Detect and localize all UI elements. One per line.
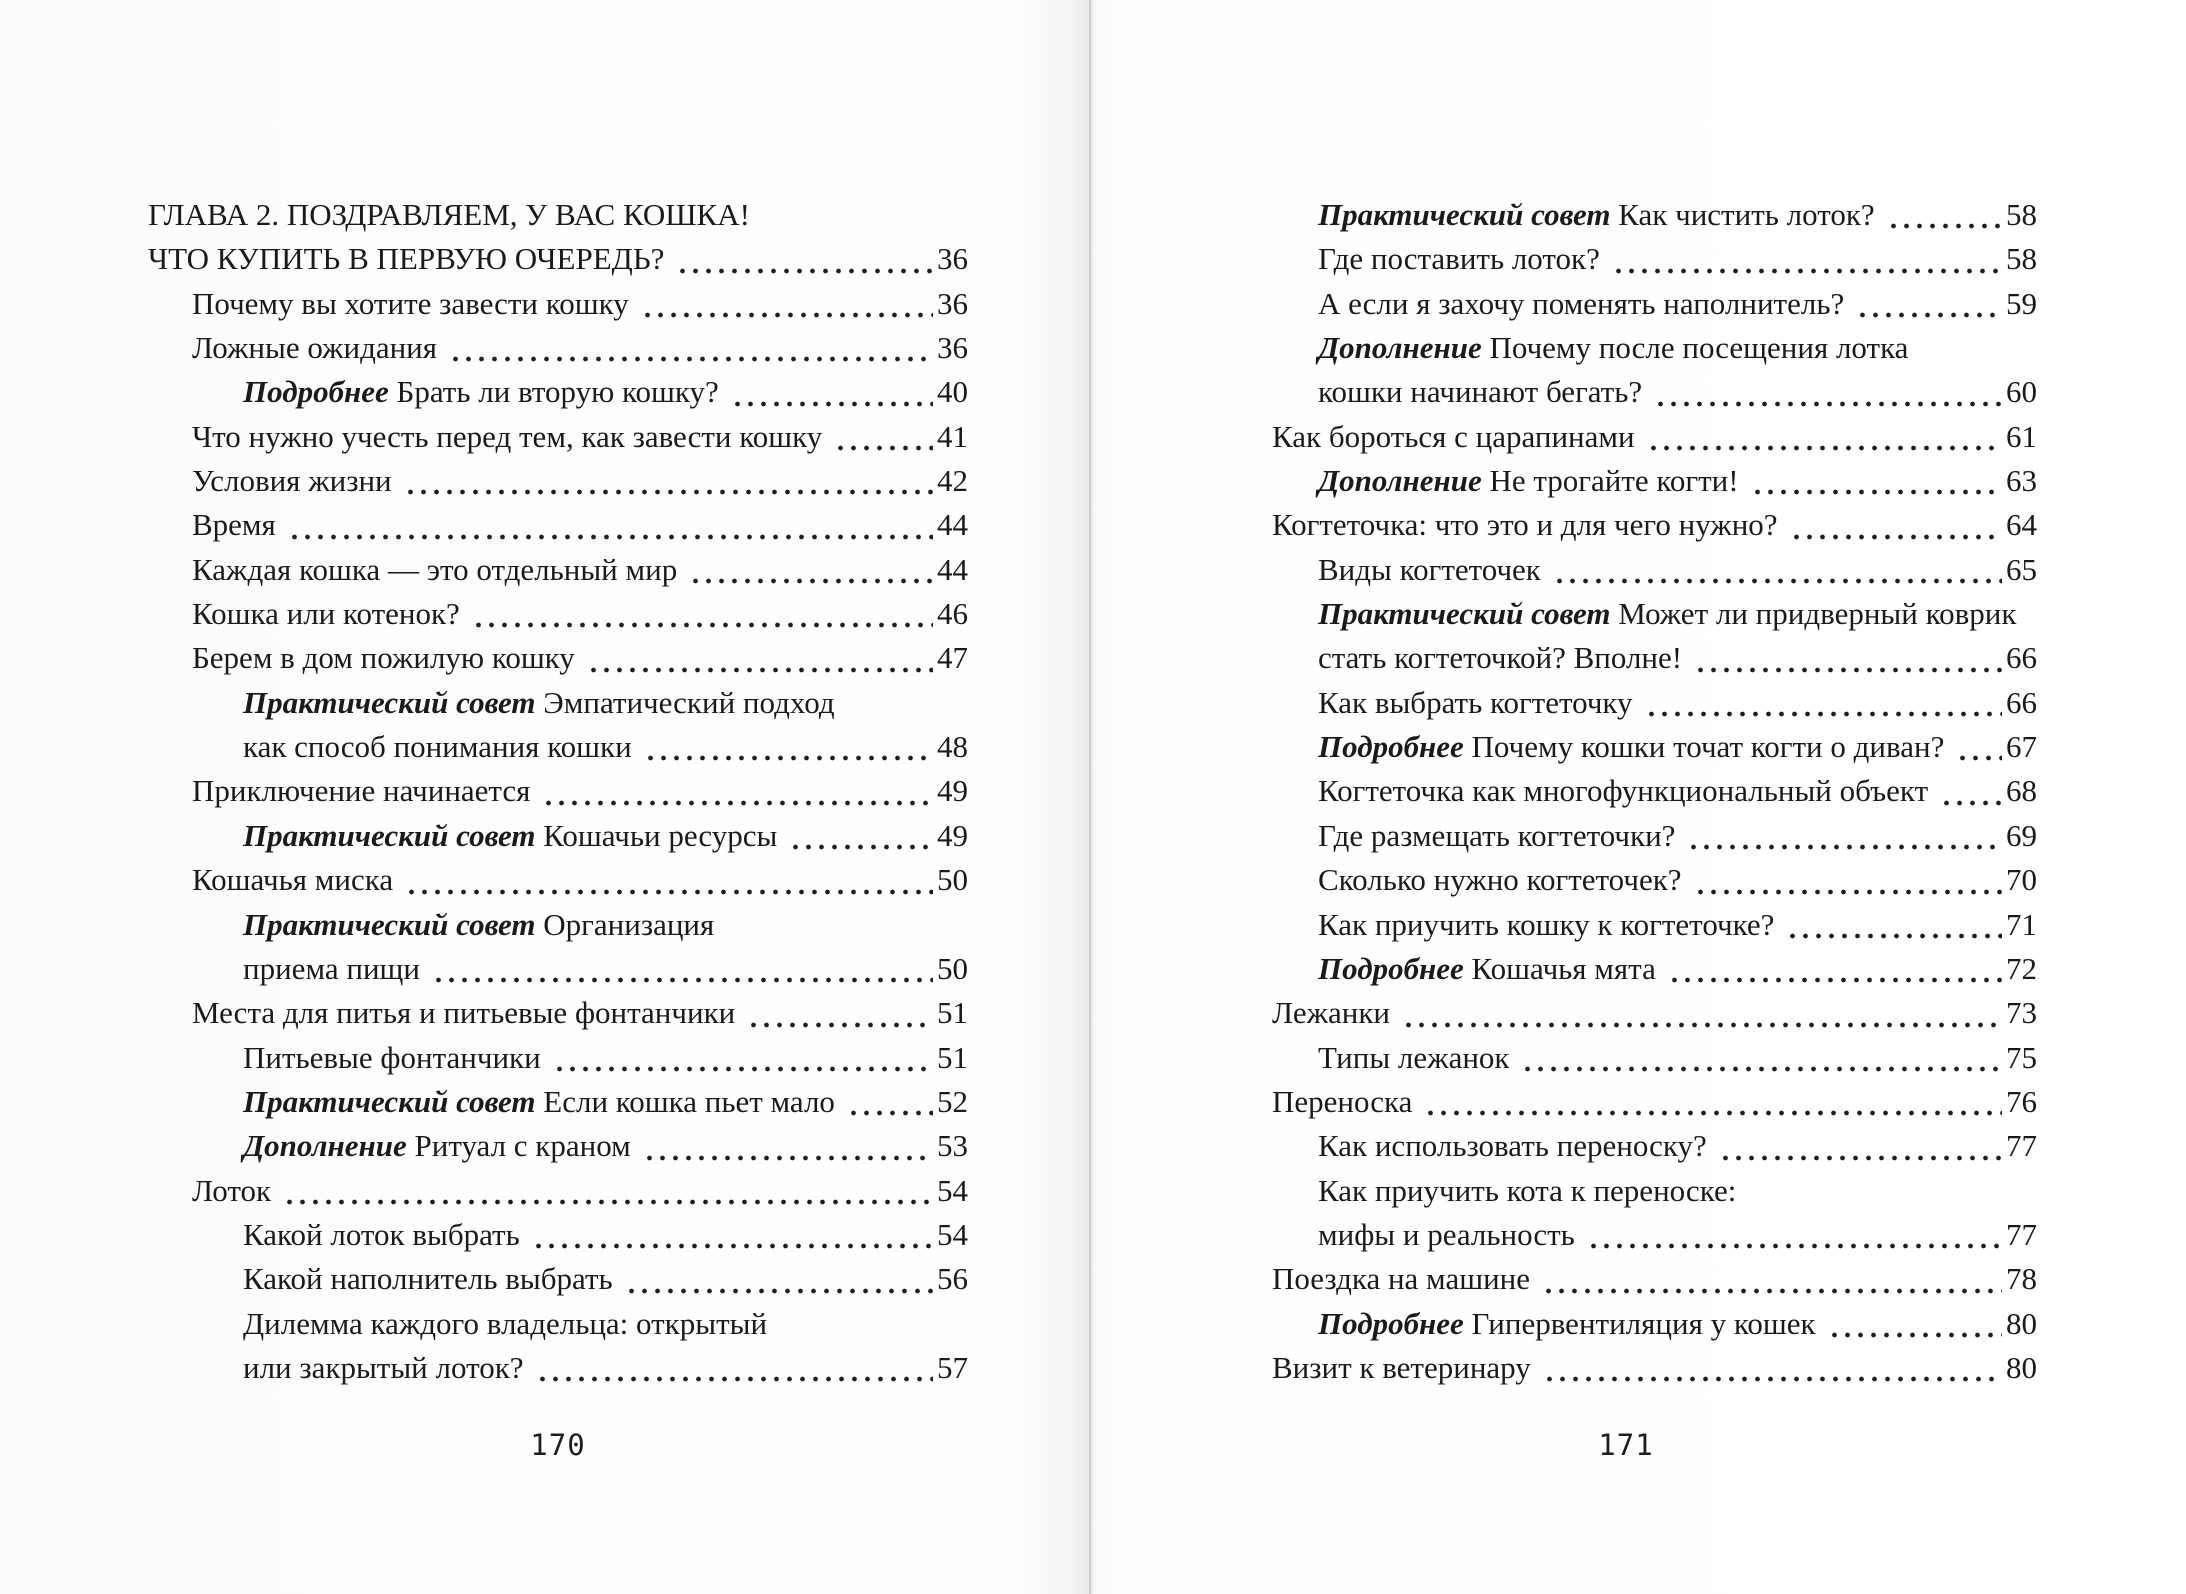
toc-entry-lead: Дополнение xyxy=(243,1128,407,1164)
toc-entry-page: 69 xyxy=(2006,817,2037,853)
toc-entry-title: ЧТО КУПИТЬ В ПЕРВУЮ ОЧЕРЕДЬ? xyxy=(148,241,665,277)
dot-leader xyxy=(1641,681,2002,725)
toc-entry xyxy=(148,370,968,414)
toc-entry-title: Практический совет Кошачьи ресурсы xyxy=(243,817,778,853)
toc-entry-page: 42 xyxy=(937,463,968,499)
toc-entry-page: 41 xyxy=(937,418,968,454)
toc-entry xyxy=(1272,1257,2037,1301)
dot-leader xyxy=(1608,237,2002,281)
toc-entry-page: 72 xyxy=(2006,950,2037,986)
dot-leader xyxy=(401,858,933,902)
dot-leader xyxy=(1883,193,2002,237)
toc-entry-title: Кошачья миска xyxy=(192,862,394,898)
toc-entry xyxy=(148,415,968,459)
toc-entry-lead: Подробнее xyxy=(1318,1305,1464,1341)
toc-entry xyxy=(148,1346,968,1390)
toc-entry-title: Ложные ожидания xyxy=(192,330,438,366)
toc-entry-lead: Подробнее xyxy=(1318,729,1464,765)
toc-entry-page: 50 xyxy=(937,862,968,898)
toc-entry-title: Как использовать переноску? xyxy=(1318,1128,1707,1164)
toc-entry-page: 71 xyxy=(2006,906,2037,942)
toc-entry-page: 77 xyxy=(2006,1128,2037,1164)
toc-entry xyxy=(1272,903,2037,947)
toc-entry-title: Места для питья и питьевые фонтанчики xyxy=(192,995,736,1031)
toc-right-page xyxy=(1272,193,2037,1390)
toc-entry-page: 36 xyxy=(937,330,968,366)
toc-entry-page: 63 xyxy=(2006,463,2037,499)
toc-entry-page: 49 xyxy=(937,773,968,809)
dot-leader xyxy=(1517,1036,2002,1080)
toc-entry-title: Почему вы хотите завести кошку xyxy=(192,285,629,321)
toc-left-page xyxy=(148,193,968,1390)
toc-entry-title: Каждая кошка — это отдельный мир xyxy=(192,551,678,587)
toc-entry-page: 77 xyxy=(2006,1216,2037,1252)
toc-entry-page: 52 xyxy=(937,1083,968,1119)
toc-entry-title: Когтеточка как многофункциональный объект xyxy=(1318,773,1929,809)
toc-entry xyxy=(148,1302,968,1346)
toc-entry-page: 75 xyxy=(2006,1039,2037,1075)
dot-leader xyxy=(1398,991,2002,1035)
dot-leader xyxy=(640,725,933,769)
toc-entry-page: 66 xyxy=(2006,684,2037,720)
dot-leader xyxy=(785,814,933,858)
toc-entry-title: Подробнее Кошачья мята xyxy=(1318,950,1656,986)
toc-entry-lead: Практический совет xyxy=(243,684,536,720)
toc-entry-page: 76 xyxy=(2006,1083,2037,1119)
toc-entry xyxy=(148,459,968,503)
dot-leader xyxy=(445,326,933,370)
toc-entry-lead: Практический совет xyxy=(243,1083,536,1119)
toc-entry-title: Дополнение Почему после посещения лотка xyxy=(1318,330,1909,366)
toc-entry-page: 36 xyxy=(937,285,968,321)
dot-leader xyxy=(279,1169,933,1213)
dot-leader xyxy=(1952,725,2002,769)
toc-entry xyxy=(1272,193,2037,237)
toc-entry-title: Как бороться с царапинами xyxy=(1272,418,1635,454)
toc-entry-page: 44 xyxy=(937,507,968,543)
toc-entry xyxy=(148,903,968,947)
toc-entry-title: Визит к ветеринару xyxy=(1272,1349,1531,1385)
toc-entry-title: Условия жизни xyxy=(192,463,392,499)
toc-entry xyxy=(1272,459,2037,503)
dot-leader xyxy=(428,947,933,991)
toc-entry-page: 48 xyxy=(937,729,968,765)
toc-entry-title: Лежанки xyxy=(1272,995,1390,1031)
toc-entry xyxy=(148,769,968,813)
toc-entry-page: 80 xyxy=(2006,1349,2037,1385)
toc-entry-title: Лоток xyxy=(192,1172,272,1208)
toc-entry-lead: Практический совет xyxy=(243,817,536,853)
toc-entry-page: 59 xyxy=(2006,285,2037,321)
dot-leader xyxy=(400,459,933,503)
dot-leader xyxy=(532,1346,933,1390)
toc-entry-page: 60 xyxy=(2006,374,2037,410)
toc-entry-page: 56 xyxy=(937,1261,968,1297)
toc-entry xyxy=(1272,415,2037,459)
dot-leader xyxy=(538,769,933,813)
toc-entry-title: Практический совет Организация xyxy=(243,906,715,942)
toc-entry xyxy=(1272,326,2037,370)
page-gutter-shadow xyxy=(1010,0,1120,1594)
toc-entry-lead: Практический совет xyxy=(1318,197,1611,232)
toc-entry-title: Практический совет Как чистить лоток? xyxy=(1318,197,1875,232)
toc-entry-page: 64 xyxy=(2006,507,2037,543)
toc-entry xyxy=(1272,548,2037,592)
toc-entry-title: Дополнение Ритуал с краном xyxy=(243,1128,631,1164)
toc-entry-title: Как приучить кота к переноске: xyxy=(1318,1172,1737,1208)
dot-leader xyxy=(1643,415,2002,459)
toc-entry-title: Переноска xyxy=(1272,1083,1413,1119)
dot-leader xyxy=(637,282,933,326)
toc-entry-title: Кошка или котенок? xyxy=(192,596,460,632)
toc-entry-title: Виды когтеточек xyxy=(1318,551,1541,587)
toc-entry-title: Берем в дом пожилую кошку xyxy=(192,640,575,676)
toc-entry xyxy=(1272,237,2037,281)
dot-leader xyxy=(1664,947,2002,991)
toc-entry-title: Практический совет Если кошка пьет мало xyxy=(243,1083,835,1119)
toc-entry xyxy=(1272,1124,2037,1168)
toc-entry xyxy=(148,326,968,370)
toc-entry-title: кошки начинают бегать? xyxy=(1318,374,1643,410)
toc-entry-title: Сколько нужно когтеточек? xyxy=(1318,862,1682,898)
toc-entry xyxy=(1272,725,2037,769)
toc-entry-title: Какой лоток выбрать xyxy=(243,1216,520,1252)
toc-entry-title: А если я захочу поменять наполнитель? xyxy=(1318,285,1845,321)
toc-entry-title: Типы лежанок xyxy=(1318,1039,1510,1075)
dot-leader xyxy=(1650,370,2002,414)
toc-entry-page: 50 xyxy=(937,950,968,986)
toc-entry xyxy=(148,814,968,858)
toc-entry-page: 46 xyxy=(937,596,968,632)
toc-entry-page: 54 xyxy=(937,1216,968,1252)
toc-entry-page: 67 xyxy=(2006,729,2037,765)
toc-entry xyxy=(148,1257,968,1301)
toc-entry xyxy=(1272,991,2037,1035)
dot-leader xyxy=(727,370,933,414)
dot-leader xyxy=(1549,548,2002,592)
dot-leader xyxy=(743,991,933,1035)
toc-entry xyxy=(1272,681,2037,725)
toc-entry-title: Подробнее Брать ли вторую кошку? xyxy=(243,374,719,410)
toc-entry-page: 44 xyxy=(937,551,968,587)
toc-entry-title: Поездка на машине xyxy=(1272,1261,1531,1297)
dot-leader xyxy=(1583,1213,2002,1257)
toc-entry xyxy=(1272,1169,2037,1213)
toc-entry xyxy=(148,1169,968,1213)
dot-leader xyxy=(549,1036,933,1080)
toc-entry-page: 73 xyxy=(2006,995,2037,1031)
toc-entry-lead: Подробнее xyxy=(243,374,389,410)
toc-entry xyxy=(148,1213,968,1257)
toc-entry-title: Питьевые фонтанчики xyxy=(243,1039,541,1075)
toc-entry-title: Какой наполнитель выбрать xyxy=(243,1261,613,1297)
dot-leader xyxy=(1420,1080,2002,1124)
dot-leader xyxy=(685,548,933,592)
dot-leader xyxy=(1782,903,2002,947)
dot-leader xyxy=(1747,459,2002,503)
toc-entry xyxy=(1272,282,2037,326)
toc-entry-title: стать когтеточкой? Вполне! xyxy=(1318,640,1683,676)
toc-entry-title: Приключение начинается xyxy=(192,773,531,809)
toc-entry xyxy=(148,636,968,680)
dot-leader xyxy=(639,1124,933,1168)
toc-entry-page: 54 xyxy=(937,1172,968,1208)
toc-entry xyxy=(148,858,968,902)
toc-entry-title: Как выбрать когтеточку xyxy=(1318,684,1633,720)
toc-entry-page: 61 xyxy=(2006,418,2037,454)
toc-entry xyxy=(148,1124,968,1168)
toc-entry-page: 58 xyxy=(2006,197,2037,232)
toc-entry xyxy=(148,681,968,725)
toc-entry xyxy=(148,282,968,326)
toc-entry-page: 40 xyxy=(937,374,968,410)
toc-entry xyxy=(148,237,968,281)
toc-entry-title: Практический совет Может ли придверный коврик xyxy=(1318,596,2017,632)
dot-leader xyxy=(1936,769,2002,813)
toc-entry xyxy=(148,1036,968,1080)
toc-entry-lead: Дополнение xyxy=(1318,463,1482,499)
toc-entry xyxy=(1272,370,2037,414)
toc-entry-page: 78 xyxy=(2006,1261,2037,1297)
dot-leader xyxy=(528,1213,933,1257)
dot-leader xyxy=(1690,636,2002,680)
page-fold-line xyxy=(1089,0,1091,1594)
toc-entry xyxy=(148,991,968,1035)
dot-leader xyxy=(1539,1346,2002,1390)
toc-entry-title: Что нужно учесть перед тем, как завести кошку xyxy=(192,418,823,454)
right-page-number: 171 xyxy=(1598,1428,1654,1462)
dot-leader xyxy=(1683,814,2002,858)
dot-leader xyxy=(284,503,933,547)
toc-entry-page: 68 xyxy=(2006,773,2037,809)
toc-entry-title: или закрытый лоток? xyxy=(243,1349,524,1385)
toc-entry-lead: Дополнение xyxy=(1318,330,1482,366)
toc-entry-lead: Практический совет xyxy=(243,906,536,942)
toc-entry-title: мифы и реальность xyxy=(1318,1216,1575,1252)
dot-leader xyxy=(1690,858,2002,902)
toc-entry-page: 57 xyxy=(937,1349,968,1385)
toc-entry-title: Когтеточка: что это и для чего нужно? xyxy=(1272,507,1778,543)
dot-leader xyxy=(672,237,933,281)
dot-leader xyxy=(1824,1302,2002,1346)
toc-entry-lead: Подробнее xyxy=(1318,950,1464,986)
toc-entry xyxy=(1272,1080,2037,1124)
toc-entry-title: Подробнее Почему кошки точат когти о диван? xyxy=(1318,729,1945,765)
toc-entry-title: Дополнение Не трогайте когти! xyxy=(1318,463,1739,499)
toc-entry-page: 49 xyxy=(937,817,968,853)
toc-entry-title: Где поставить лоток? xyxy=(1318,241,1600,277)
dot-leader xyxy=(830,415,933,459)
toc-entry-title: как способ понимания кошки xyxy=(243,729,632,765)
toc-entry xyxy=(1272,636,2037,680)
toc-entry-page: 70 xyxy=(2006,862,2037,898)
toc-entry xyxy=(1272,1213,2037,1257)
toc-entry-page: 65 xyxy=(2006,551,2037,587)
toc-entry-page: 51 xyxy=(937,995,968,1031)
dot-leader xyxy=(1538,1257,2002,1301)
toc-entry xyxy=(1272,814,2037,858)
toc-entry xyxy=(148,548,968,592)
toc-entry xyxy=(1272,1302,2037,1346)
toc-entry xyxy=(148,503,968,547)
toc-entry-title: Где размещать когтеточки? xyxy=(1318,817,1676,853)
toc-entry-title: Как приучить кошку к когтеточке? xyxy=(1318,906,1775,942)
toc-entry-title: Дилемма каждого владельца: открытый xyxy=(243,1305,768,1341)
toc-entry xyxy=(1272,769,2037,813)
toc-entry-page: 51 xyxy=(937,1039,968,1075)
dot-leader xyxy=(843,1080,933,1124)
toc-entry xyxy=(148,193,968,237)
left-page-number: 170 xyxy=(530,1428,586,1462)
dot-leader xyxy=(621,1257,933,1301)
toc-entry-page: 47 xyxy=(937,640,968,676)
toc-entry xyxy=(1272,592,2037,636)
toc-entry-page: 36 xyxy=(937,241,968,277)
toc-entry-title: Подробнее Гипервентиляция у кошек xyxy=(1318,1305,1816,1341)
toc-entry xyxy=(148,725,968,769)
toc-entry-page: 80 xyxy=(2006,1305,2037,1341)
toc-entry xyxy=(1272,1346,2037,1390)
toc-entry-title: Время xyxy=(192,507,276,543)
toc-entry xyxy=(1272,947,2037,991)
dot-leader xyxy=(1786,503,2002,547)
toc-entry xyxy=(1272,1036,2037,1080)
toc-entry-page: 58 xyxy=(2006,241,2037,277)
toc-entry-page: 66 xyxy=(2006,640,2037,676)
dot-leader xyxy=(468,592,933,636)
dot-leader xyxy=(1852,282,2002,326)
toc-entry xyxy=(1272,503,2037,547)
toc-entry-title: ГЛАВА 2. ПОЗДРАВЛЯЕМ, У ВАС КОШКА! xyxy=(148,197,750,232)
toc-entry xyxy=(148,947,968,991)
dot-leader xyxy=(583,636,933,680)
toc-entry xyxy=(148,592,968,636)
toc-entry xyxy=(1272,858,2037,902)
toc-entry-title: Практический совет Эмпатический подход xyxy=(243,684,835,720)
toc-entry-title: приема пищи xyxy=(243,950,420,986)
toc-entry xyxy=(148,1080,968,1124)
toc-entry-lead: Практический совет xyxy=(1318,596,1611,632)
toc-entry-page: 53 xyxy=(937,1128,968,1164)
dot-leader xyxy=(1715,1124,2002,1168)
